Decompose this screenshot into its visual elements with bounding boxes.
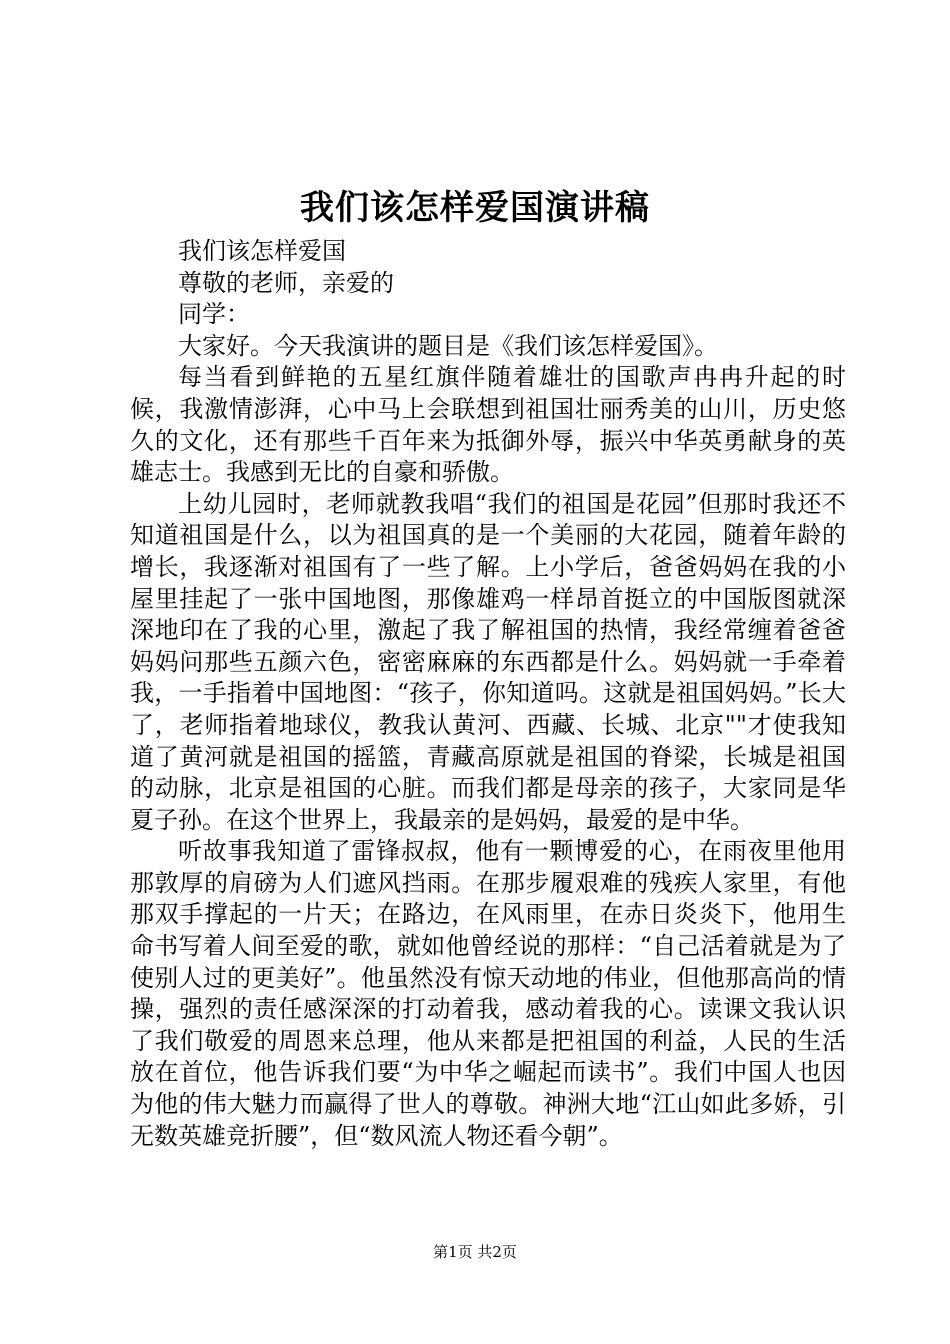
speech-heading: 我们该怎样爱国: [178, 237, 346, 265]
document-body: [130, 236, 846, 1152]
greeting-line: 大家好。今天我演讲的题目是《我们该怎样爱国》。: [178, 331, 718, 360]
salutation-line: 尊敬的老师，亲爱的: [178, 268, 394, 297]
document-title: 我们该怎样爱国演讲稿: [300, 188, 650, 228]
page-footer: 第1页 共2页: [433, 1243, 517, 1261]
paragraph-2: 上幼儿园时，老师就教我唱“我们的祖国是花园”但那时我还不知道祖国是什么，以为祖国真的是一个美丽的大花园，随着年龄的增长，我逐渐对祖国有了一些了解。上小学后，爸爸妈妈在我的小屋里挂起了一张中国地图，那像雄鸡一样昂首挺立的中国版图就深深地印在了我的心里，激起了我了解祖国的热情，我经常缠着爸爸妈妈问那些五颜六色，密密麻麻的东西都是什么。妈妈就一手牵着我，一手指着中国地图：“孩子，你知道吗。这就是祖国妈妈。”长大了，老师指着地球仪，教我认黄河、西藏、长城、北京""才使我知道了黄河就是祖国的摇篮，青藏高原就是祖国的脊梁，长城是祖国的动脉，北京是祖国的心脏。而我们都是母亲的孩子，大家同是华夏子孙。在这个世界上，我最亲的是妈妈，最爱的是中华。: [130, 489, 846, 834]
salutation-line-2: 同学：: [178, 300, 250, 329]
paragraph-3: 听故事我知道了雷锋叔叔，他有一颗博爱的心，在雨夜里他用那敦厚的肩磅为人们遮风挡雨。在那步履艰难的残疾人家里，有他那双手撑起的一片天；在路边，在风雨里，在赤日炎炎下，他用生命书写着人间至爱的歌，就如他曾经说的那样：“自己活着就是为了使别人过的更美好”。他虽然没有惊天动地的伟业，但他那高尚的情操，强烈的责任感深深的打动着我，感动着我的心。读课文我认识了我们敬爱的周恩来总理，他从来都是把祖国的利益，人民的生活放在首位，他告诉我们要“为中华之崛起而读书”。我们中国人也因为他的伟大魅力而赢得了世人的尊敬。神洲大地“江山如此多娇，引无数英雄竞折腰”，但“数风流人物还看今朝”。: [130, 837, 846, 1150]
paragraph-1: 每当看到鲜艳的五星红旗伴随着雄壮的国歌声冉冉升起的时候，我激情澎湃，心中马上会联想到祖国壮丽秀美的山川，历史悠久的文化，还有那些千百年来为抵御外辱，振兴中华英勇献身的英雄志士。我感到无比的自豪和骄傲。: [130, 363, 846, 487]
